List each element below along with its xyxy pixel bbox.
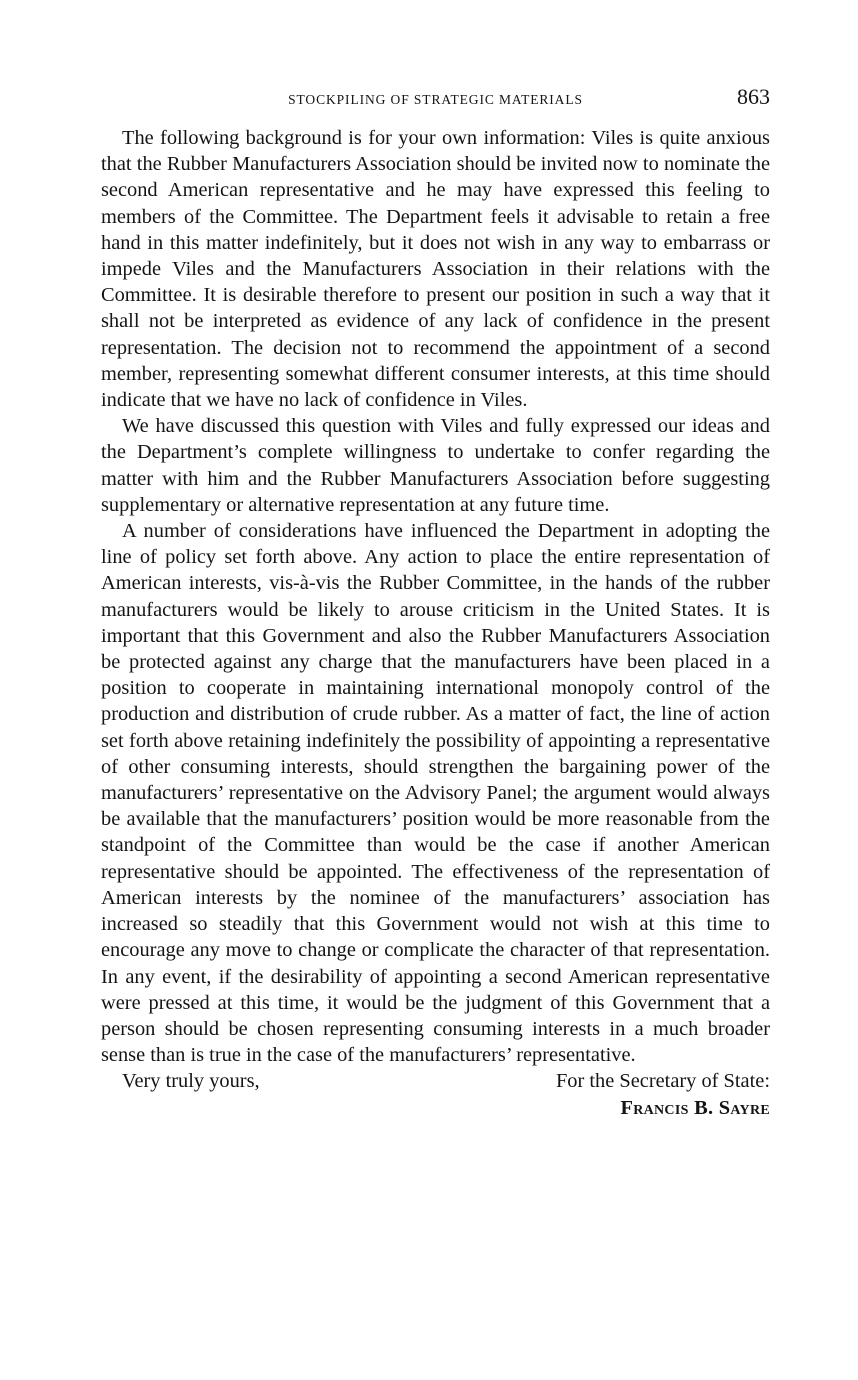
running-header xyxy=(101,80,770,116)
page-number: 863 xyxy=(737,84,770,109)
on-behalf-of-line: For the Secretary of State: xyxy=(555,1070,770,1093)
letter-body xyxy=(101,125,770,1121)
document-page xyxy=(101,80,770,1121)
complimentary-close: Very truly yours, xyxy=(122,1070,260,1093)
signature-block xyxy=(556,1068,770,1120)
paragraph-discussion: We have discussed this question with Viles and fully expressed our ideas and the Department’s complete willingness to undertake to confer regarding the matter with him and the Rubber Manufacturers Association before suggesting supplementary or alternative representation at any future time. xyxy=(101,415,770,516)
paragraph-background: The following background is for your own information: Viles is quite anxious that the Rubber Manufacturers Association should be invited now to nominate the second American representative and he may have expressed this feeling to members of the Committee. The Department feels it advisable to retain a free hand in this matter indefinitely, but it does not wish in any way to embarrass or impede Viles and the Manufacturers Association in their relations with the Committee. It is desirable therefore to present our position in such a way that it shall not be interpreted as evidence of any lack of confidence in the present representation. The decision not to recommend the appointment of a second member, representing somewhat different consumer interests, at this time should indicate that we have no lack of confidence in Viles. xyxy=(101,127,770,412)
paragraph-considerations: A number of considerations have influenced the Department in adopting the line of policy set forth above. Any action to place the entire representation of American interests, vis-à-vis the Rubber Committee, in the hands of the rubber manufacturers would be likely to arouse criticism in the United States. It is important that this Government and also the Rubber Manufacturers Association be protected against any charge that the manufacturers have been placed in a position to cooperate in maintaining international monopoly control of the production and distribution of crude rubber. As a matter of fact, the line of action set forth above retaining indefinitely the possibility of appointing a representative of other consuming interests, should strengthen the bargaining power of the manufacturers’ representative on the Advisory Panel; the argument would always be available that the manufacturers’ position would be more reasonable from the standpoint of the Committee than would be the case if another American representative should be appointed. The effectiveness of the representation of American interests by the nominee of the manufacturers’ association has increased so steadily that this Government would not wish at this time to encourage any move to change or complicate the character of that representation. In any event, if the desirability of appointing a second American representative were pressed at this time, it would be the judgment of this Government that a person should be chosen representing consuming interests in a much broader sense than is true in the case of the manufacturers’ representative. xyxy=(101,520,770,1067)
letter-closing xyxy=(101,1068,770,1120)
signer-name: Francis B. Sayre xyxy=(620,1096,770,1119)
running-title: STOCKPILING OF STRATEGIC MATERIALS xyxy=(288,92,583,107)
